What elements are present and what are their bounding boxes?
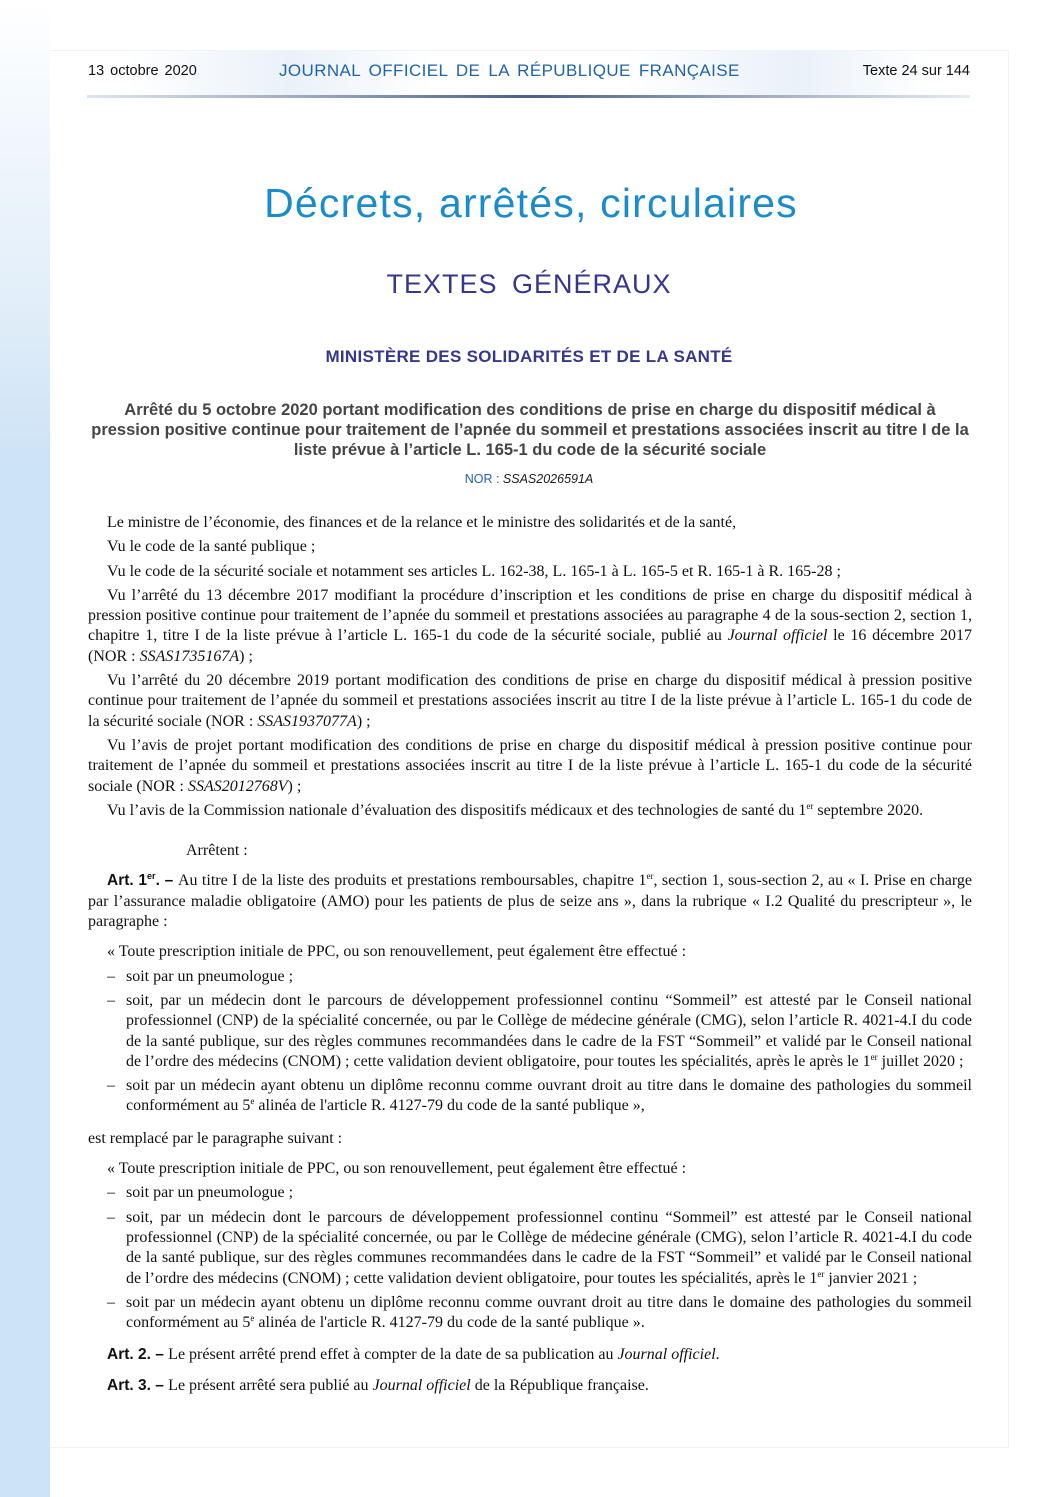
nor-value: SSAS2026591A bbox=[502, 472, 594, 486]
nor-reference bbox=[0, 472, 1058, 486]
new-list-item: – soit, par un médecin dont le parcours de développement professionnel continu “Sommeil” est attesté par le Conseil national professionnel (CNP) de la spécialité concernée, ou par le Collège de médecine générale (CMG), selon l’article R. 4021-4.I du code de la santé publique, sur des règles communes recommandées dans le cadre de la FST “Sommeil” et validé par le Conseil national de l’ordre des médecins (CNOM) ; cette validation devient obligatoire, pour toutes les spécialités, après le 1er janvier 2021 ; bbox=[107, 1208, 972, 1287]
visa-5: Vu l’avis de projet portant modification des conditions de prise en charge du dispositif médical à pression positive continue pour traitement de l’apnée du sommeil et prestations associées inscrit au titre I de la liste prévue à l’article L. 165-1 du code de la sécurité sociale (NOR : SSAS2012768V) ; bbox=[88, 736, 972, 795]
old-list-item: – soit, par un médecin dont le parcours de développement professionnel continu “Sommeil” est attesté par le Conseil national professionnel (CNP) de la spécialité concernée, ou par le Collège de médecine générale (CMG), selon l’article R. 4021-4.I du code de la santé publique, sur des règles communes recommandées dans le cadre de la FST “Sommeil” et validé par le Conseil national de l’ordre des médecins (CNOM) ; cette validation devient obligatoire, pour toutes les spécialités, après le après le 1er juillet 2020 ; bbox=[107, 991, 972, 1070]
article-1-label: Art. 1er. – bbox=[107, 871, 178, 890]
header-date: 13 octobre 2020 bbox=[88, 63, 197, 79]
new-paragraph-quote: « Toute prescription initiale de PPC, ou son renouvellement, peut également être effectué : bbox=[107, 1160, 687, 1178]
header-rule bbox=[87, 95, 970, 98]
nor-label: NOR : bbox=[464, 472, 503, 486]
replaced-by: est remplacé par le paragraphe suivant : bbox=[88, 1129, 343, 1147]
new-list-item: – soit par un pneumologue ; bbox=[107, 1184, 294, 1202]
article-2: Art. 2. – Le présent arrêté prend effet à compter de la date de sa publication au Journal officiel. bbox=[107, 1346, 720, 1364]
article-3-label: Art. 3. – bbox=[107, 1376, 169, 1394]
preamble-intro: Le ministre de l’économie, des finances et de la relance et le ministre des solidarités et de la santé, bbox=[107, 514, 737, 531]
header-journal-title: JOURNAL OFFICIEL DE LA RÉPUBLIQUE FRANÇAISE bbox=[279, 61, 740, 80]
main-heading: Décrets, arrêtés, circulaires bbox=[264, 180, 798, 226]
article-3: Art. 3. – Le présent arrêté sera publié au Journal officiel de la République française. bbox=[107, 1376, 649, 1394]
visa-6: Vu l’avis de la Commission nationale d’évaluation des dispositifs médicaux et des technologies de santé du 1er septembre 2020. bbox=[107, 800, 924, 819]
article-2-label: Art. 2. – bbox=[107, 1346, 169, 1364]
visa-2: Vu le code de la sécurité sociale et notamment ses articles L. 162-38, L. 165-1 à L. 165-5 et R. 165-1 à R. 165-28 ; bbox=[107, 562, 841, 580]
article-1: Art. 1er. – Au titre I de la liste des produits et prestations remboursables, chapitre 1er, section 1, sous-section 2, au « I. Prise en charge par l’assurance maladie obligatoire (AMO) pour les patients de plus de seize ans », dans la rubrique « I.2 Qualité du prescripteur », le paragraphe : bbox=[88, 871, 972, 931]
ministry-heading: MINISTÈRE DES SOLIDARITÉS ET DE LA SANTÉ bbox=[325, 347, 733, 366]
old-list-item: – soit par un médecin ayant obtenu un diplôme reconnu comme ouvrant droit au titre dans le domaine des pathologies du sommeil conformément au 5e alinéa de l'article R. 4127-79 du code de la santé publique », bbox=[107, 1077, 972, 1115]
header-page-ref: Texte 24 sur 144 bbox=[862, 63, 970, 79]
old-paragraph-quote: « Toute prescription initiale de PPC, ou son renouvellement, peut également être effectué : bbox=[107, 943, 687, 961]
arretent: Arrêtent : bbox=[186, 842, 248, 860]
visa-3: Vu l’arrêté du 13 décembre 2017 modifiant la procédure d’inscription et les conditions de prise en charge du dispositif médical à pression positive continue pour traitement de l’apnée du sommeil et prestations associées au paragraphe 4 de la sous-section 2, section 1, chapitre 1, titre I de la liste prévue à l’article L. 165-1 du code de la sécurité sociale, publié au Journal officiel le 16 décembre 2017 (NOR : SSAS1735167A) ; bbox=[88, 586, 973, 665]
visa-4: Vu l’arrêté du 20 décembre 2019 portant modification des conditions de prise en charge du dispositif médical à pression positive continue pour traitement de l’apnée du sommeil et prestations associées inscrit au titre I de la liste prévue à l’article L. 165-1 du code de la sécurité sociale (NOR : SSAS1937077A) ; bbox=[88, 672, 972, 730]
old-list-item: – soit par un pneumologue ; bbox=[107, 967, 294, 985]
act-title: Arrêté du 5 octobre 2020 portant modification des conditions de prise en charge du dispositif médical à pression positive continue pour traitement de l’apnée du sommeil et prestations associées inscrit au titre I de la liste prévue à l’article L. 165-1 du code de la sécurité sociale bbox=[91, 401, 969, 459]
new-list-item: – soit par un médecin ayant obtenu un diplôme reconnu comme ouvrant droit au titre dans le domaine des pathologies du sommeil conformément au 5e alinéa de l'article R. 4127-79 du code de la santé publique ». bbox=[107, 1293, 972, 1332]
document-body bbox=[88, 513, 972, 1406]
section-heading: TEXTES GÉNÉRAUX bbox=[386, 269, 672, 299]
visa-1: Vu le code de la santé publique ; bbox=[107, 538, 316, 556]
